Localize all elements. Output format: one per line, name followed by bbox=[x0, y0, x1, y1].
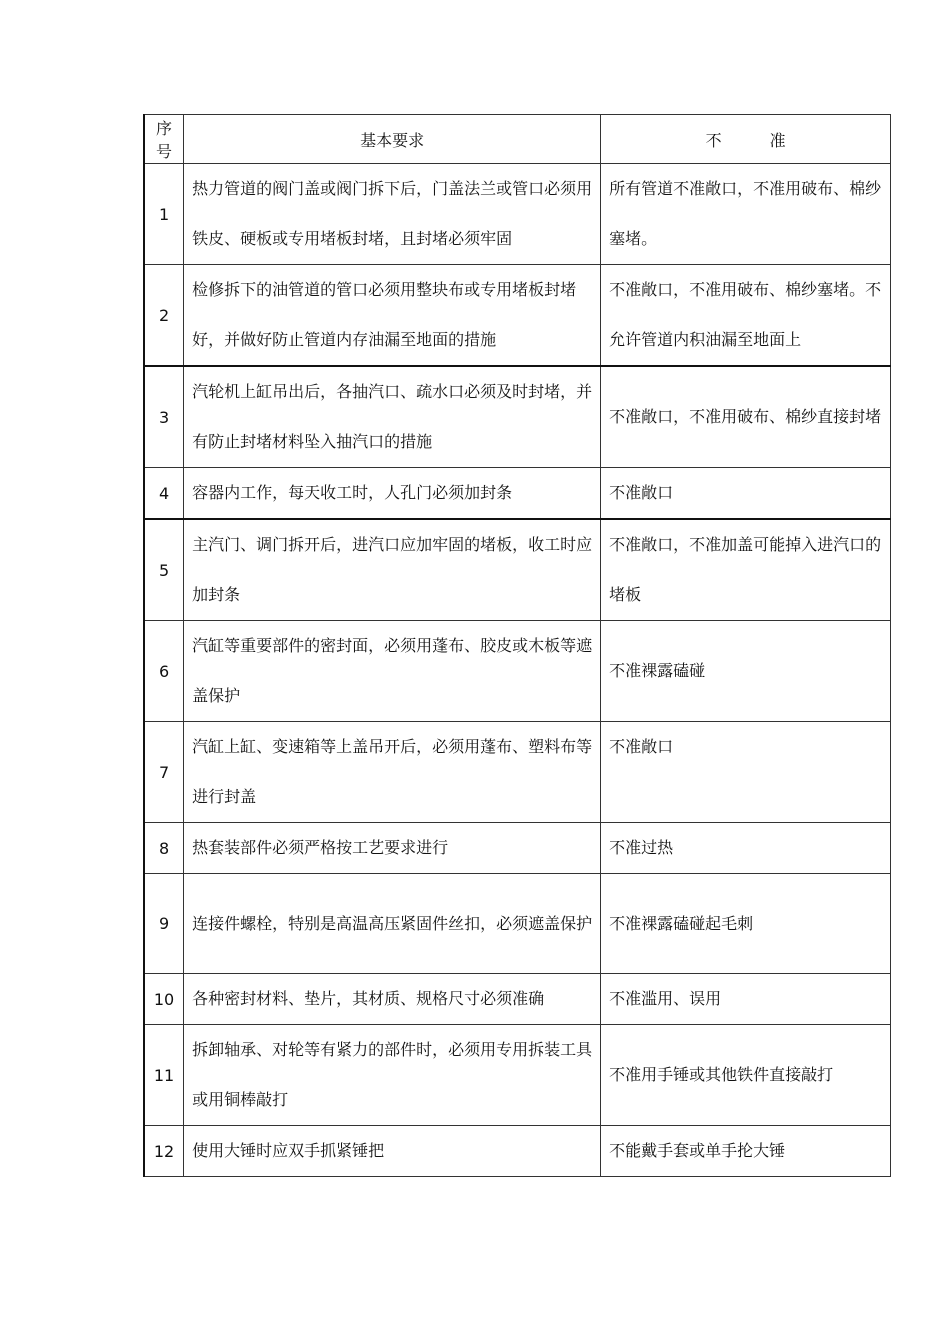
row-number: 2 bbox=[144, 265, 184, 367]
row-number: 1 bbox=[144, 164, 184, 265]
row-requirement: 热套装部件必须严格按工艺要求进行 bbox=[184, 823, 601, 874]
row-requirement: 使用大锤时应双手抓紧锤把 bbox=[184, 1126, 601, 1177]
row-forbidden: 不准滥用、误用 bbox=[601, 974, 891, 1025]
row-number: 7 bbox=[144, 722, 184, 823]
row-forbidden: 不准裸露磕碰 bbox=[601, 621, 891, 722]
row-requirement: 汽轮机上缸吊出后，各抽汽口、疏水口必须及时封堵，并有防止封堵材料坠入抽汽口的措施 bbox=[184, 366, 601, 468]
table-row bbox=[144, 265, 891, 367]
row-number: 8 bbox=[144, 823, 184, 874]
row-requirement: 检修拆下的油管道的管口必须用整块布或专用堵板封堵好，并做好防止管道内存油漏至地面的措施 bbox=[184, 265, 601, 367]
table-row bbox=[144, 1126, 891, 1177]
header-requirement: 基本要求 bbox=[184, 115, 601, 164]
row-number: 5 bbox=[144, 519, 184, 621]
row-forbidden: 不准敞口 bbox=[601, 468, 891, 520]
row-forbidden: 不准敞口，不准用破布、棉纱塞堵。不允许管道内积油漏至地面上 bbox=[601, 265, 891, 367]
row-requirement: 汽缸等重要部件的密封面，必须用蓬布、胶皮或木板等遮盖保护 bbox=[184, 621, 601, 722]
table-header-row bbox=[144, 115, 891, 164]
row-requirement: 拆卸轴承、对轮等有紧力的部件时，必须用专用拆装工具或用铜棒敲打 bbox=[184, 1025, 601, 1126]
table-row bbox=[144, 974, 891, 1025]
row-requirement: 容器内工作，每天收工时，人孔门必须加封条 bbox=[184, 468, 601, 520]
row-number: 4 bbox=[144, 468, 184, 520]
row-number: 6 bbox=[144, 621, 184, 722]
header-forbidden bbox=[601, 115, 891, 164]
table-row bbox=[144, 468, 891, 520]
table-row bbox=[144, 1025, 891, 1126]
table-row bbox=[144, 519, 891, 621]
row-number: 9 bbox=[144, 874, 184, 974]
row-number: 12 bbox=[144, 1126, 184, 1177]
row-number: 10 bbox=[144, 974, 184, 1025]
requirements-table bbox=[143, 114, 891, 1177]
header-number: 序号 bbox=[144, 115, 184, 164]
table-row bbox=[144, 366, 891, 468]
header-forbidden-left: 不 bbox=[705, 130, 722, 150]
table-row bbox=[144, 164, 891, 265]
row-requirement: 汽缸上缸、变速箱等上盖吊开后，必须用蓬布、塑料布等进行封盖 bbox=[184, 722, 601, 823]
row-requirement: 各种密封材料、垫片，其材质、规格尺寸必须准确 bbox=[184, 974, 601, 1025]
row-forbidden: 不准用手锤或其他铁件直接敲打 bbox=[601, 1025, 891, 1126]
row-requirement: 热力管道的阀门盖或阀门拆下后，门盖法兰或管口必须用铁皮、硬板或专用堵板封堵，且封堵必须牢固 bbox=[184, 164, 601, 265]
header-forbidden-right: 准 bbox=[769, 130, 786, 150]
row-forbidden: 不准敞口 bbox=[601, 722, 891, 823]
row-number: 3 bbox=[144, 366, 184, 468]
row-forbidden: 不准敞口，不准加盖可能掉入进汽口的堵板 bbox=[601, 519, 891, 621]
table-row bbox=[144, 874, 891, 974]
row-forbidden: 不能戴手套或单手抡大锤 bbox=[601, 1126, 891, 1177]
row-requirement: 主汽门、调门拆开后，进汽口应加牢固的堵板，收工时应加封条 bbox=[184, 519, 601, 621]
row-forbidden: 不准过热 bbox=[601, 823, 891, 874]
row-forbidden: 所有管道不准敞口，不准用破布、棉纱塞堵。 bbox=[601, 164, 891, 265]
row-number: 11 bbox=[144, 1025, 184, 1126]
row-forbidden: 不准裸露磕碰起毛刺 bbox=[601, 874, 891, 974]
table-row bbox=[144, 823, 891, 874]
row-requirement: 连接件螺栓，特别是高温高压紧固件丝扣，必须遮盖保护 bbox=[184, 874, 601, 974]
row-forbidden: 不准敞口，不准用破布、棉纱直接封堵 bbox=[601, 366, 891, 468]
table-row bbox=[144, 722, 891, 823]
table-row bbox=[144, 621, 891, 722]
